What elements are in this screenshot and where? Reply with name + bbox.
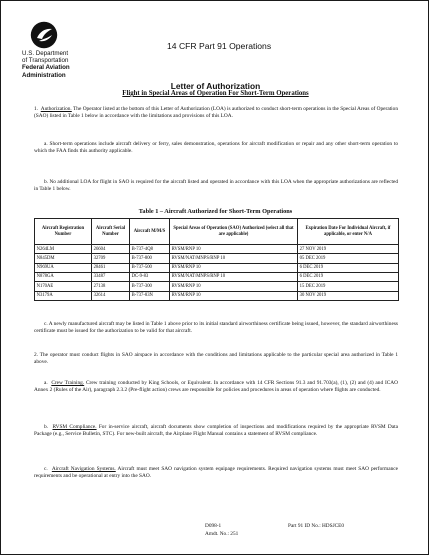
cell-registration: N845DM [35,254,92,263]
cell-expiration: 30 NOV 2019 [298,291,399,300]
document-subtitle: Flight in Special Areas of Operation For Short-Term Operations [122,90,309,97]
cell-registration: N264LM [35,245,92,254]
cell-registration: N3179A [35,291,92,300]
cell-registration: N878GA [35,273,92,282]
regulation-title: 14 CFR Part 91 Operations [167,41,272,51]
cell-sao: RVSM/RNP 10 [170,263,298,272]
cell-sao: RVSM/RNP 10 [170,291,298,300]
paragraph-2: 2. The operator must conduct flights in SAO airspace in accordance with the conditions and limitations applicable to the particular special area authorized in Table 1 above. [34,352,398,366]
col-mms: Aircraft M/M/S [130,219,170,245]
table-row [35,282,399,291]
footer-part-id: Part 91 ID No.: HDSJCE0 [288,523,345,529]
cell-mms: DC-9-83 [130,273,170,282]
cell-registration: N969UA [35,263,92,272]
paragraph-1b: b. No additional LOA for flight in SAO is required for the aircraft listed and operated in accordance with this LOA when the appropriate authorizations are reflected in Table 1 below. [34,179,398,193]
doc-code: D098-1 [205,523,222,529]
cell-serial: 26604 [92,245,130,254]
cell-serial: 28461 [92,263,130,272]
cell-sao: RVSM/NAT/MNPS/RNP 10 [170,273,298,282]
col-registration: Aircraft Registration Number [35,219,92,245]
table-header-row [35,219,399,245]
table-title: Table 1 – Aircraft Authorized for Short-Term Operations [138,208,293,215]
cell-serial: 33487 [92,273,130,282]
col-sao: Special Areas of Operation (SAO) Authorized (select all that are applicable) [170,219,298,245]
cell-registration: N170AE [35,282,92,291]
cell-expiration: 6 DEC 2019 [298,263,399,272]
table-row [35,263,399,272]
agency-name: U.S. Department of Transportation Federal Aviation Administration [22,50,70,79]
paragraph-2c: c. Aircraft Navigation Systems. Aircraft must meet SAO navigation system equipage requirements. Required navigation systems must meet SAO performance requirements and be operational at entry into the SAO. [34,466,399,480]
table-row [35,254,399,263]
cell-serial: 32709 [92,254,130,263]
cell-mms: B-737-83N [130,291,170,300]
table-row [35,273,399,282]
cell-mms: B-737-4Q8 [130,245,170,254]
col-serial: Aircraft Serial Number [92,219,130,245]
cell-serial: 32614 [92,291,130,300]
paragraph-2b: b. RVSM Compliance. For in-service aircraft, aircraft documents show completion of inspections and modifications required by the appropriate RVSM Data Package (e.g., Service Bulletin, STC). For new-built aircraft, the Airplane Flight Manual contains a statement of RVSM compliance. [34,424,398,438]
paragraph-1a: a. Short-term operations include aircraft delivery or ferry, sales demonstration, operations for aircraft modification or repair and any other short-term operation to which the FAA finds this authority applicable. [34,141,398,155]
paragraph-1: 1. Authorization. The Operator listed at the bottom of this Letter of Authorization (LOA) is authorized to conduct short-term operations in the Special Areas of Operation (SAO) listed in Table 1 below in accordance with the limitations and provisions of this LOA. [34,106,399,120]
cell-expiration: 15 DEC 2019 [298,282,399,291]
table-row [35,245,399,254]
footer-document-code [205,523,238,538]
cell-sao: RVSM/NAT/MNPS/RNP 10 [170,254,298,263]
cell-expiration: 6 DEC 2019 [298,273,399,282]
amendment-number: Amdt. No.: 251 [205,530,239,537]
cell-expiration: 05 DEC 2019 [298,254,399,263]
document-title: Letter of Authorization [170,81,261,91]
cell-sao: RVSM/RNP 10 [170,245,298,254]
table-row [35,291,399,300]
cell-expiration: 27 NOV 2019 [298,245,399,254]
cell-mms: B-737-800 [130,254,170,263]
cell-serial: 27138 [92,282,130,291]
dot-seal-logo [30,21,58,49]
col-expiration: Expiration Date For Individual Aircraft, if applicable, or enter N/A [298,219,399,245]
aircraft-table [34,218,399,301]
paragraph-1c: c. A newly manufactured aircraft may be listed in Table 1 above prior to its initial standard airworthiness certificate being issued, however, the standard airworthiness certificate must be issued for the authorization to be valid for that aircraft. [34,321,398,335]
cell-sao: RVSM/RNP 10 [170,282,298,291]
paragraph-2a: a. Crew Training. Crew training conducted by King Schools, or Equivalent. In accordance with 14 CFR Sections 91.3 and 91.703(a), (1), (2) and (4) and ICAO Annex 2 (Rules of the Air), paragraph 2.3.2 (Pre-flight action) crews are responsible for policies and procedures in areas of operation where flights are conducted. [34,380,399,394]
cell-mms: B-737-500 [130,263,170,272]
cell-mms: B-737-300 [130,282,170,291]
